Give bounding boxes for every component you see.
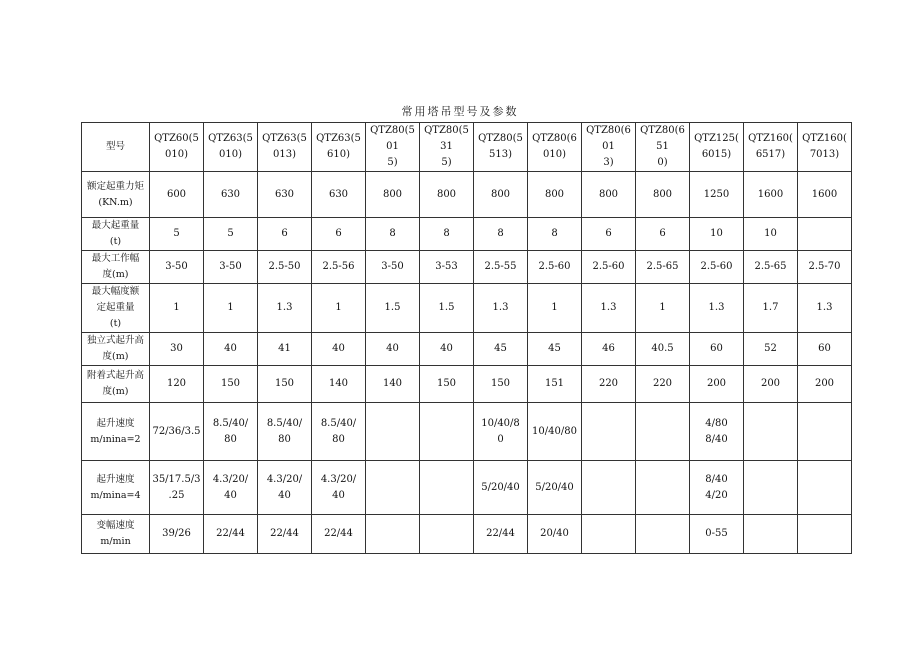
value-cell: 39/26 (150, 515, 204, 554)
model-header-cell: QTZ63(5 010) (204, 123, 258, 172)
value-cell: 40 (312, 333, 366, 366)
value-cell: 40.5 (636, 333, 690, 366)
value-cell: 1 (636, 284, 690, 333)
value-cell (798, 218, 852, 251)
value-cell: 4.3/20/ 40 (258, 461, 312, 515)
value-cell: 220 (582, 366, 636, 403)
value-cell (636, 461, 690, 515)
value-cell (420, 515, 474, 554)
value-cell: 6 (636, 218, 690, 251)
value-cell (582, 515, 636, 554)
value-cell: 200 (690, 366, 744, 403)
row-label-cell: 独立式起升高 度(m) (82, 333, 150, 366)
value-cell: 140 (366, 366, 420, 403)
row-label-cell: 额定起重力矩 (KN.m) (82, 172, 150, 218)
value-cell: 46 (582, 333, 636, 366)
value-cell: 4/80 8/40 (690, 403, 744, 461)
header-row (82, 123, 852, 172)
value-cell: 2.5-60 (582, 251, 636, 284)
value-cell: 140 (312, 366, 366, 403)
value-cell (582, 461, 636, 515)
value-cell: 8.5/40/ 80 (312, 403, 366, 461)
value-cell: 3-50 (366, 251, 420, 284)
model-header-cell: QTZ63(5 013) (258, 123, 312, 172)
value-cell: 10 (744, 218, 798, 251)
value-cell (744, 461, 798, 515)
value-cell: 10 (690, 218, 744, 251)
value-cell: 220 (636, 366, 690, 403)
value-cell: 40 (366, 333, 420, 366)
value-cell: 800 (420, 172, 474, 218)
value-cell (366, 515, 420, 554)
value-cell (798, 461, 852, 515)
value-cell: 0-55 (690, 515, 744, 554)
value-cell: 45 (474, 333, 528, 366)
value-cell: 1.3 (582, 284, 636, 333)
row-label-cell: 起升速度 m/ınina=2 (82, 403, 150, 461)
value-cell (582, 403, 636, 461)
value-cell: 151 (528, 366, 582, 403)
value-cell: 8 (366, 218, 420, 251)
value-cell: 3-50 (150, 251, 204, 284)
value-cell: 2.5-55 (474, 251, 528, 284)
value-cell: 800 (636, 172, 690, 218)
row-label-cell: 最大工作幅 度(m) (82, 251, 150, 284)
value-cell: 10/40/8 0 (474, 403, 528, 461)
value-cell: 200 (798, 366, 852, 403)
value-cell: 22/44 (204, 515, 258, 554)
model-header-cell: QTZ80(5 513) (474, 123, 528, 172)
value-cell: 5 (150, 218, 204, 251)
row-label-cell: 最大起重量 (t) (82, 218, 150, 251)
value-cell: 630 (258, 172, 312, 218)
model-header-cell: QTZ80(6 010) (528, 123, 582, 172)
value-cell: 40 (420, 333, 474, 366)
model-header-cell: QTZ80(601 3) (582, 123, 636, 172)
value-cell: 200 (744, 366, 798, 403)
value-cell: 8/40 4/20 (690, 461, 744, 515)
value-cell: 800 (528, 172, 582, 218)
value-cell: 2.5-60 (528, 251, 582, 284)
value-cell: 1 (312, 284, 366, 333)
value-cell: 45 (528, 333, 582, 366)
value-cell: 3-50 (204, 251, 258, 284)
value-cell: 150 (474, 366, 528, 403)
value-cell: 150 (420, 366, 474, 403)
value-cell: 8 (474, 218, 528, 251)
value-cell: 800 (582, 172, 636, 218)
model-header-cell: QTZ80(651 0) (636, 123, 690, 172)
model-header-cell: QTZ160( 6517) (744, 123, 798, 172)
table-row (82, 172, 852, 218)
value-cell (420, 461, 474, 515)
value-cell (798, 403, 852, 461)
value-cell: 6 (258, 218, 312, 251)
value-cell: 41 (258, 333, 312, 366)
value-cell: 60 (690, 333, 744, 366)
row-label-cell: 变幅速度 m/min (82, 515, 150, 554)
value-cell: 2.5-50 (258, 251, 312, 284)
value-cell: 1 (150, 284, 204, 333)
table-row (82, 403, 852, 461)
value-cell: 1.3 (474, 284, 528, 333)
value-cell: 4.3/20/ 40 (204, 461, 258, 515)
value-cell: 35/17.5/3 .25 (150, 461, 204, 515)
value-cell (366, 461, 420, 515)
value-cell (744, 515, 798, 554)
value-cell (798, 515, 852, 554)
value-cell: 2.5-56 (312, 251, 366, 284)
value-cell: 800 (366, 172, 420, 218)
value-cell (636, 403, 690, 461)
value-cell: 1.5 (420, 284, 474, 333)
model-header-cell: QTZ160( 7013) (798, 123, 852, 172)
value-cell: 3-53 (420, 251, 474, 284)
row-label-cell: 附着式起升高 度(m) (82, 366, 150, 403)
value-cell: 52 (744, 333, 798, 366)
value-cell: 1 (528, 284, 582, 333)
value-cell: 10/40/80 (528, 403, 582, 461)
row-label-cell: 最大幅度额 定起重量 (t) (82, 284, 150, 333)
value-cell: 2.5-70 (798, 251, 852, 284)
value-cell: 8 (528, 218, 582, 251)
row-label-cell: 起升速度 m/mina=4 (82, 461, 150, 515)
table-row (82, 218, 852, 251)
table-row (82, 366, 852, 403)
value-cell (366, 403, 420, 461)
model-header-cell: QTZ63(5 610) (312, 123, 366, 172)
value-cell: 8.5/40/ 80 (258, 403, 312, 461)
value-cell: 22/44 (474, 515, 528, 554)
value-cell: 1.3 (258, 284, 312, 333)
value-cell: 1.5 (366, 284, 420, 333)
value-cell: 22/44 (312, 515, 366, 554)
model-header-cell: QTZ125( 6015) (690, 123, 744, 172)
value-cell: 40 (204, 333, 258, 366)
value-cell: 22/44 (258, 515, 312, 554)
value-cell: 5/20/40 (474, 461, 528, 515)
value-cell: 1600 (798, 172, 852, 218)
table-row (82, 515, 852, 554)
value-cell: 2.5-65 (744, 251, 798, 284)
table-row (82, 251, 852, 284)
value-cell: 6 (312, 218, 366, 251)
value-cell: 2.5-60 (690, 251, 744, 284)
crane-spec-table (81, 122, 852, 554)
value-cell: 1 (204, 284, 258, 333)
model-header-cell: QTZ60(5 010) (150, 123, 204, 172)
value-cell: 5 (204, 218, 258, 251)
value-cell: 600 (150, 172, 204, 218)
value-cell (420, 403, 474, 461)
value-cell: 1.3 (690, 284, 744, 333)
value-cell: 800 (474, 172, 528, 218)
value-cell: 120 (150, 366, 204, 403)
value-cell: 150 (258, 366, 312, 403)
header-label-cell: 型号 (82, 123, 150, 172)
value-cell: 1600 (744, 172, 798, 218)
table-row (82, 333, 852, 366)
value-cell: 8 (420, 218, 474, 251)
value-cell: 150 (204, 366, 258, 403)
value-cell: 630 (204, 172, 258, 218)
value-cell (744, 403, 798, 461)
value-cell: 630 (312, 172, 366, 218)
table-row (82, 461, 852, 515)
value-cell: 1250 (690, 172, 744, 218)
value-cell: 4.3/20/ 40 (312, 461, 366, 515)
table-title: 常用塔吊型号及参数 (401, 105, 519, 118)
value-cell (636, 515, 690, 554)
value-cell: 2.5-65 (636, 251, 690, 284)
value-cell: 1.3 (798, 284, 852, 333)
model-header-cell: QTZ80(531 5) (420, 123, 474, 172)
value-cell: 72/36/3.5 (150, 403, 204, 461)
value-cell: 1.7 (744, 284, 798, 333)
value-cell: 5/20/40 (528, 461, 582, 515)
value-cell: 20/40 (528, 515, 582, 554)
table-row (82, 284, 852, 333)
value-cell: 6 (582, 218, 636, 251)
value-cell: 30 (150, 333, 204, 366)
value-cell: 8.5/40/ 80 (204, 403, 258, 461)
value-cell: 60 (798, 333, 852, 366)
model-header-cell: QTZ80(501 5) (366, 123, 420, 172)
